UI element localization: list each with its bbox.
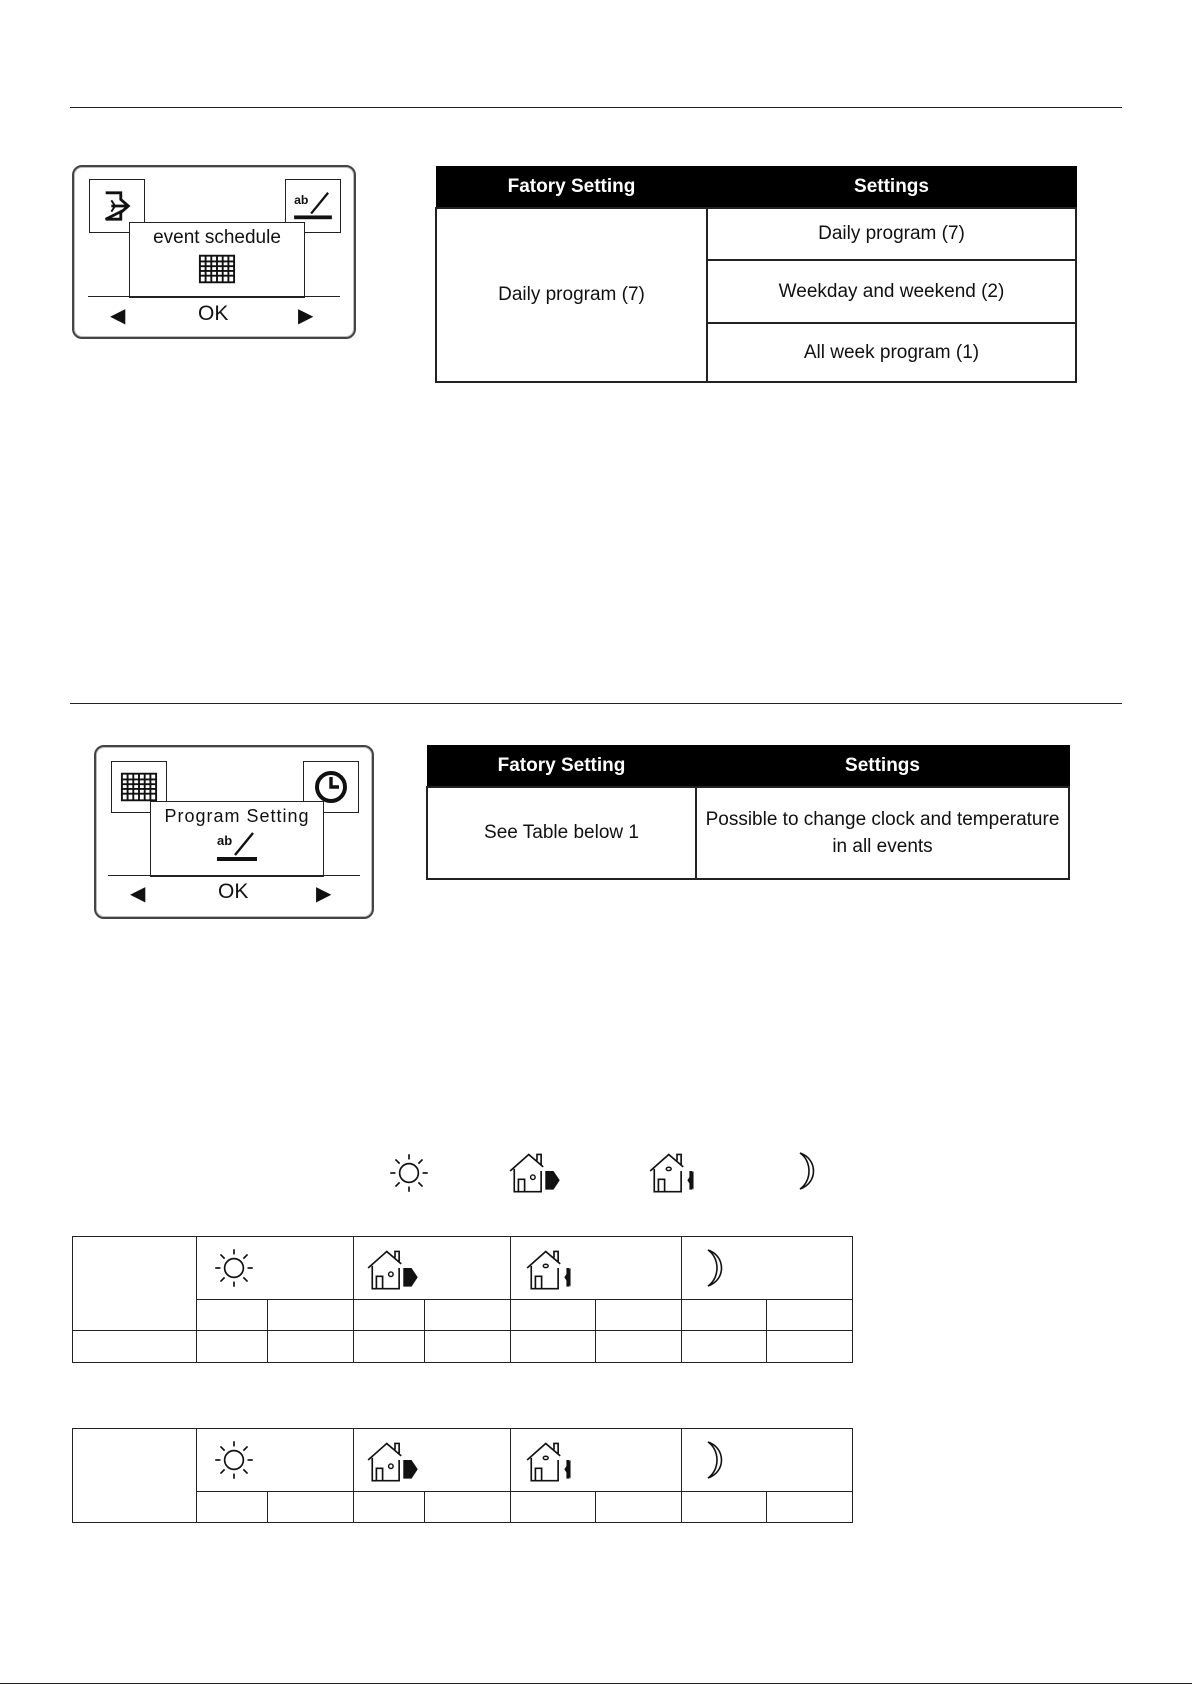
moon-icon	[696, 1437, 736, 1483]
event-header-leave	[354, 1429, 511, 1492]
lcd-separator	[108, 875, 360, 876]
setting-option: Weekday and weekend (2)	[707, 260, 1076, 323]
table-cell	[354, 1331, 425, 1363]
calendar-grid-icon	[198, 253, 236, 285]
house-return-icon	[523, 1437, 585, 1483]
event-header-moon	[682, 1237, 853, 1300]
setting-option: All week program (1)	[707, 323, 1076, 382]
table-cell	[197, 1492, 268, 1523]
section-divider-2	[70, 703, 1122, 704]
event-header-sun	[197, 1429, 354, 1492]
setting-description: Possible to change clock and temperature in all events	[696, 787, 1069, 879]
event-schedule-settings-table	[435, 166, 1077, 383]
popup-title: event schedule	[153, 227, 281, 248]
sun-icon	[209, 1439, 259, 1481]
table-cell	[73, 1331, 197, 1363]
table-cell	[596, 1492, 682, 1523]
sun-icon	[209, 1247, 259, 1289]
row-label-cell	[73, 1237, 197, 1331]
event-header-return	[511, 1429, 682, 1492]
table-cell	[767, 1331, 853, 1363]
lcd-separator	[88, 296, 340, 297]
table-cell	[596, 1300, 682, 1331]
ok-button[interactable]: OK	[198, 302, 229, 325]
section-divider-1	[70, 107, 1122, 108]
sun-icon	[384, 1152, 434, 1194]
table-cell	[268, 1300, 354, 1331]
row-label-cell	[73, 1429, 197, 1523]
table-cell	[268, 1492, 354, 1523]
house-leave-icon	[506, 1148, 568, 1194]
edit-pen-icon	[292, 189, 334, 223]
table-cell	[197, 1331, 268, 1363]
table-cell	[511, 1300, 596, 1331]
calendar-grid-icon	[120, 771, 158, 803]
table-cell	[596, 1331, 682, 1363]
event-header-moon	[682, 1429, 853, 1492]
table-cell	[425, 1331, 511, 1363]
table-cell	[354, 1492, 425, 1523]
header-settings: Settings	[707, 167, 1076, 209]
table-cell	[425, 1492, 511, 1523]
page-bottom-rule	[0, 1683, 1192, 1684]
event-table-1	[72, 1236, 853, 1363]
popup-program-setting	[150, 801, 324, 877]
table-cell	[511, 1331, 596, 1363]
moon-icon	[788, 1148, 828, 1194]
table-cell	[511, 1492, 596, 1523]
right-arrow-icon[interactable]: ▶	[316, 883, 332, 905]
house-leave-icon	[364, 1245, 426, 1291]
house-return-icon	[646, 1148, 708, 1194]
event-header-sun	[197, 1237, 354, 1300]
header-factory-setting: Fatory Setting	[436, 167, 707, 209]
popup-title: Program Setting	[164, 806, 310, 826]
lcd-screen-event-schedule	[72, 165, 356, 339]
table-cell	[767, 1492, 853, 1523]
event-header-return	[511, 1237, 682, 1300]
popup-event-schedule	[129, 222, 305, 298]
header-settings: Settings	[696, 746, 1069, 788]
clock-icon	[313, 769, 349, 805]
left-arrow-icon[interactable]: ◀	[110, 305, 126, 327]
setting-option: Daily program (7)	[707, 208, 1076, 260]
left-arrow-icon[interactable]: ◀	[130, 883, 146, 905]
exit-icon	[100, 189, 134, 223]
program-setting-table	[426, 745, 1070, 880]
table-cell	[425, 1300, 511, 1331]
table-cell	[268, 1331, 354, 1363]
factory-value: See Table below 1	[427, 787, 696, 879]
header-factory-setting: Fatory Setting	[427, 746, 696, 788]
right-arrow-icon[interactable]: ▶	[298, 305, 314, 327]
house-leave-icon	[364, 1437, 426, 1483]
factory-value: Daily program (7)	[436, 208, 707, 382]
event-table-2	[72, 1428, 853, 1523]
moon-icon	[696, 1245, 736, 1291]
table-cell	[767, 1300, 853, 1331]
event-header-leave	[354, 1237, 511, 1300]
ok-button[interactable]: OK	[218, 880, 249, 903]
table-cell	[682, 1331, 767, 1363]
lcd-screen-program-setting	[94, 745, 374, 919]
table-cell	[682, 1300, 767, 1331]
edit-pen-icon	[215, 829, 259, 865]
table-cell	[682, 1492, 767, 1523]
table-cell	[197, 1300, 268, 1331]
house-return-icon	[523, 1245, 585, 1291]
table-cell	[354, 1300, 425, 1331]
